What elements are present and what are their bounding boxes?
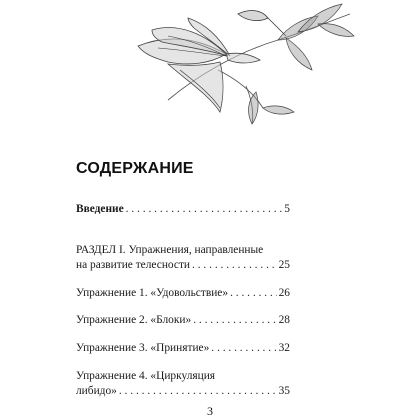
toc-entry-title-line2: на развитие телесности (76, 259, 191, 271)
contents-heading: СОДЕРЖАНИЕ (76, 160, 194, 177)
toc-entry-title-line1: РАЗДЕЛ I. Упражнения, направленные (76, 244, 264, 256)
toc-leader-dots (119, 384, 277, 399)
toc-entry-exercise-2[interactable] (76, 313, 290, 328)
toc-entry-title: Упражнение 2. «Блоки» (76, 314, 192, 326)
toc-entry-title: Упражнение 1. «Удовольствие» (76, 287, 229, 299)
toc-entry-page: 28 (278, 314, 290, 326)
toc-entry-title-line2: либидо» (76, 385, 117, 397)
toc-entry-page: 25 (278, 259, 290, 271)
flower-branch-icon (128, 0, 360, 132)
toc-leader-dots (193, 313, 276, 328)
toc-entry-page: 26 (278, 287, 290, 299)
toc-leader-dots (126, 202, 283, 217)
toc-entry-title: Введение (76, 203, 124, 215)
toc-entry-exercise-1[interactable] (76, 286, 290, 301)
toc-leader-dots (230, 286, 277, 301)
toc-entry-exercise-3[interactable] (76, 341, 290, 356)
page-number: 3 (207, 404, 213, 418)
toc-entry-exercise-4[interactable] (76, 369, 290, 399)
toc-leader-dots (211, 341, 276, 356)
toc-entry-title-line1: Упражнение 4. «Циркуляция (76, 370, 216, 382)
toc-entry-section-1[interactable] (76, 243, 290, 273)
toc-entry-introduction[interactable] (76, 202, 290, 217)
toc-entry-page: 5 (284, 203, 290, 215)
toc-entry-page: 32 (278, 342, 290, 354)
toc-leader-dots (192, 258, 277, 273)
toc-entry-page: 35 (278, 385, 290, 397)
toc-entry-title: Упражнение 3. «Принятие» (76, 342, 210, 354)
